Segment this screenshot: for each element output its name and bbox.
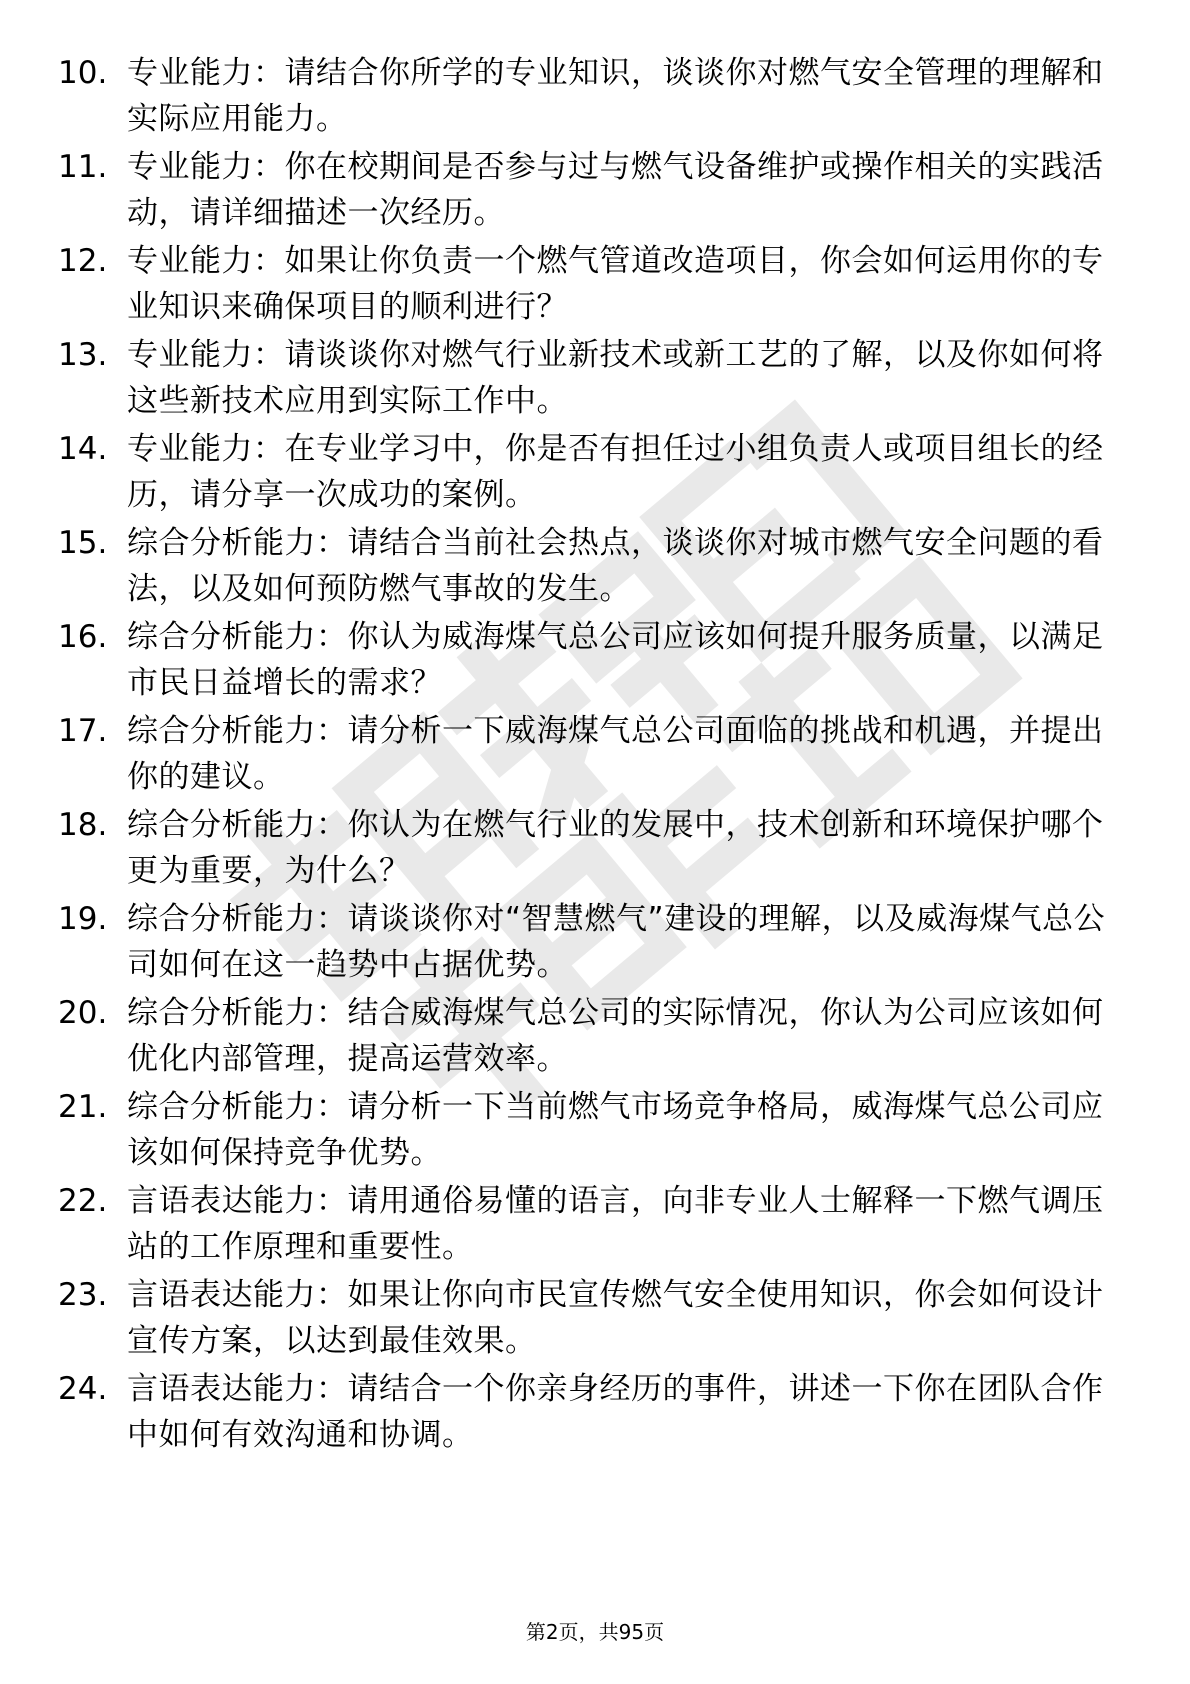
question-text: 综合分析能力：你认为威海煤气总公司应该如何提升服务质量，以满足市民日益增长的需求？ xyxy=(127,619,1104,701)
question-text: 专业能力：如果让你负责一个燃气管道改造项目，你会如何运用你的专业知识来确保项目的顺利进行？ xyxy=(127,243,1104,325)
question-text: 专业能力：在专业学习中，你是否有担任过小组负责人或项目组长的经历，请分享一次成功的案例。 xyxy=(127,431,1104,513)
question-number: 20. xyxy=(58,995,108,1031)
question-number: 10. xyxy=(58,55,108,91)
question-item xyxy=(0,896,1190,990)
question-item xyxy=(0,614,1190,708)
question-text: 综合分析能力：请分析一下威海煤气总公司面临的挑战和机遇，并提出你的建议。 xyxy=(127,713,1104,795)
question-item xyxy=(0,802,1190,896)
question-number: 11. xyxy=(58,149,108,185)
question-item xyxy=(0,238,1190,332)
question-item xyxy=(0,50,1190,144)
question-text: 专业能力：你在校期间是否参与过与燃气设备维护或操作相关的实践活动，请详细描述一次经历。 xyxy=(127,149,1104,231)
question-number: 17. xyxy=(58,713,108,749)
question-number: 15. xyxy=(58,525,108,561)
question-item xyxy=(0,1366,1190,1460)
question-text: 言语表达能力：请结合一个你亲身经历的事件，讲述一下你在团队合作中如何有效沟通和协调。 xyxy=(127,1371,1104,1453)
question-item xyxy=(0,990,1190,1084)
question-number: 19. xyxy=(58,901,108,937)
question-text: 专业能力：请结合你所学的专业知识，谈谈你对燃气安全管理的理解和实际应用能力。 xyxy=(127,55,1104,137)
question-number: 23. xyxy=(58,1277,108,1313)
question-number: 13. xyxy=(58,337,108,373)
question-item xyxy=(0,426,1190,520)
question-list xyxy=(0,50,1190,1460)
question-text: 综合分析能力：请谈谈你对“智慧燃气”建设的理解，以及威海煤气总公司如何在这一趋势中占据优势。 xyxy=(127,901,1106,983)
question-text: 言语表达能力：请用通俗易懂的语言，向非专业人士解释一下燃气调压站的工作原理和重要性。 xyxy=(127,1183,1104,1265)
question-text: 专业能力：请谈谈你对燃气行业新技术或新工艺的了解，以及你如何将这些新技术应用到实际工作中。 xyxy=(127,337,1104,419)
question-item xyxy=(0,144,1190,238)
question-text: 综合分析能力：你认为在燃气行业的发展中，技术创新和环境保护哪个更为重要，为什么？ xyxy=(127,807,1104,889)
question-item xyxy=(0,1178,1190,1272)
question-item xyxy=(0,520,1190,614)
question-number: 21. xyxy=(58,1089,108,1125)
question-text: 综合分析能力：结合威海煤气总公司的实际情况，你认为公司应该如何优化内部管理，提高运营效率。 xyxy=(127,995,1104,1077)
question-number: 22. xyxy=(58,1183,108,1219)
question-item xyxy=(0,332,1190,426)
page-footer: 第2页，共95页 xyxy=(525,1620,665,1644)
question-number: 24. xyxy=(58,1371,108,1407)
question-number: 14. xyxy=(58,431,108,467)
question-item xyxy=(0,1272,1190,1366)
question-item xyxy=(0,1084,1190,1178)
question-text: 综合分析能力：请分析一下当前燃气市场竞争格局，威海煤气总公司应该如何保持竞争优势。 xyxy=(127,1089,1104,1171)
question-text: 言语表达能力：如果让你向市民宣传燃气安全使用知识，你会如何设计宣传方案，以达到最佳效果。 xyxy=(127,1277,1104,1359)
question-number: 12. xyxy=(58,243,108,279)
question-number: 16. xyxy=(58,619,108,655)
question-text: 综合分析能力：请结合当前社会热点，谈谈你对城市燃气安全问题的看法，以及如何预防燃气事故的发生。 xyxy=(127,525,1104,607)
question-number: 18. xyxy=(58,807,108,843)
question-item xyxy=(0,708,1190,802)
